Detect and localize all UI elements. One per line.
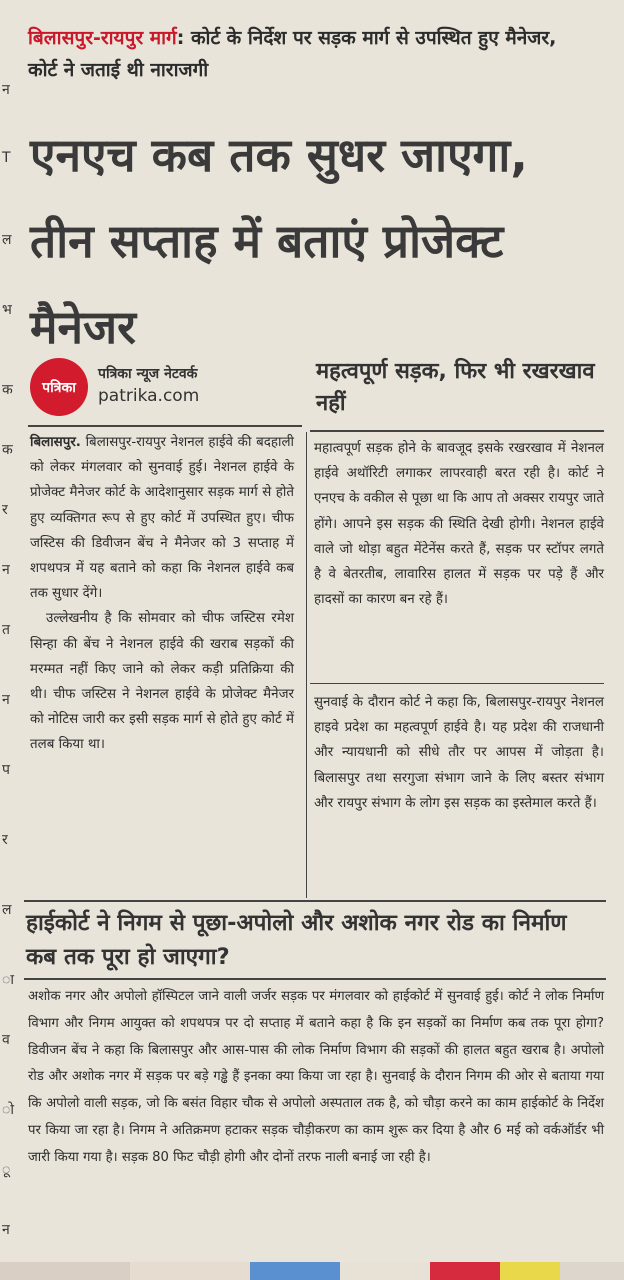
strapline-text: : कोर्ट के निर्देश पर सड़क मार्ग से उपस्थित हुए मैनेजर, कोर्ट ने जताई थी नाराजगी bbox=[28, 27, 557, 81]
edge-mark: ल bbox=[2, 902, 12, 918]
strapline-kicker: बिलासपुर-रायपुर मार्ग bbox=[28, 27, 177, 49]
left-para-1: बिलासपुर. बिलासपुर-रायपुर नेशनल हाईवे की बदहाली को लेकर मंगलवार को सुनवाई हुई। नेशनल हाईवे के प्रोजेक्ट मैनेजर कोर्ट के आदेशानुसार सड़क मार्ग से होते हुए व्यक्तिगत रूप से हुए कोर्ट में उपस्थित हुए। चीफ जस्टिस की डिवीजन बेंच ने मैनेजर को 3 सप्ताह में शपथपत्र में यह बताने को कहा कि नेशनल हाईवे कब तक सुधार देंगे। bbox=[30, 435, 294, 602]
right-column-top bbox=[314, 436, 604, 612]
color-bar bbox=[340, 1262, 430, 1280]
edge-mark: त bbox=[2, 622, 10, 638]
color-bar bbox=[430, 1262, 500, 1280]
byline-website: patrika.com bbox=[98, 386, 200, 406]
edge-mark: T bbox=[2, 150, 11, 166]
edge-mark: ा bbox=[2, 972, 14, 988]
patrika-logo: पत्रिका bbox=[30, 358, 88, 416]
edge-mark: क bbox=[2, 442, 13, 458]
edge-mark: ू bbox=[2, 1162, 11, 1178]
right-para-1: महात्वपूर्ण सड़क होने के बावजूद इसके रखरखाव में नेशनल हाईवे अथॉरिटी लगाकर लापरवाही बरत रही है। कोर्ट ने एनएच के वकील से पूछा था कि आप तो अक्सर रायपुर जाते होंगे। आपने इस सड़क की स्थिति देखी होगी। नेशनल हाईवे वाले जो थोड़ा बहुत मेंटेनेंस करते हैं, सड़क पर स्टॉपर लगते है वे बेतरतीब, लावारिस हालत में सड़क पर पड़े हैं और हादसों का कारण बन रहे हैं। bbox=[314, 441, 604, 608]
second-story-paragraph: अशोक नगर और अपोलो हॉस्पिटल जाने वाली जर्जर सड़क पर मंगलवार को हाईकोर्ट में सुनवाई हुई। कोर्ट ने लोक निर्माण विभाग और निगम आयुक्त को शपथपत्र पर दो सप्ताह में बताने कहा है कि इन सड़कों का निर्माण कब तक पूरा होगा? डिवीजन बेंच ने कहा कि बिलासपुर और आस-पास की लोक निर्माण विभाग की सड़कों की हालत बहुत खराब है। अपोलो रोड और अशोक नगर में सड़क पर बड़े गड्ढे हैं इनका क्या किया जा रहा है। सुनवाई के दौरान निगम की ओर से बताया गया कि अपोलो वाली सड़क, जो कि बसंत विहार चौक से अपोलो अस्पताल तक है, को चौड़ा करने का काम हाईकोर्ट के निर्देश पर किया जा रहा है। निगम ने अतिक्रमण हटाकर सड़क चौड़ीकरण का काम शुरू कर दिया है और 6 मई को वर्कऑर्डर भी जारी किया गया है। सड़क 80 फिट चौड़ी होगी और दोनों तरफ नाली बनाई जा रही है। bbox=[28, 989, 604, 1165]
divider-rule bbox=[24, 900, 606, 902]
edge-mark: न bbox=[2, 562, 10, 578]
divider-rule bbox=[28, 425, 302, 427]
column-divider bbox=[306, 432, 307, 898]
edge-mark: न bbox=[2, 1222, 10, 1238]
top-strapline bbox=[28, 22, 588, 86]
edge-mark: क bbox=[2, 382, 13, 398]
edge-mark: न bbox=[2, 82, 10, 98]
color-bar bbox=[130, 1262, 250, 1280]
edge-mark: र bbox=[2, 502, 8, 518]
left-column bbox=[30, 430, 294, 758]
edge-mark: व bbox=[2, 1032, 10, 1048]
edge-mark: ल bbox=[2, 232, 12, 248]
edge-mark: ो bbox=[2, 1102, 14, 1118]
divider-rule bbox=[310, 430, 604, 432]
second-story-body bbox=[28, 984, 604, 1172]
right-para-2: सुनवाई के दौरान कोर्ट ने कहा कि, बिलासपुर-रायपुर नेशनल हाइवे प्रदेश का महत्वपूर्ण हाईवे है। यह प्रदेश की राजधानी और न्यायधानी को सीधे तौर पर आपस में जोड़ता है। बिलासपुर तथा सरगुजा संभाग जाने के लिए बस्तर संभाग और रायपुर संभाग के लोग इस सड़क का इस्तेमाल करते हैं। bbox=[314, 695, 604, 811]
edge-mark: प bbox=[2, 762, 10, 778]
edge-mark: र bbox=[2, 832, 8, 848]
color-bar bbox=[560, 1262, 624, 1280]
byline bbox=[30, 358, 300, 408]
color-bar bbox=[0, 1262, 130, 1280]
byline-network: पत्रिका न्यूज नेटवर्क bbox=[98, 366, 198, 382]
color-bar bbox=[250, 1262, 340, 1280]
color-bar bbox=[500, 1262, 560, 1280]
divider-rule bbox=[24, 978, 606, 980]
edge-mark: भ bbox=[2, 302, 12, 318]
main-headline: एनएच कब तक सुधर जाएगा, तीन सप्ताह में बताएं प्रोजेक्ट मैनेजर bbox=[30, 128, 528, 354]
divider-rule bbox=[310, 683, 604, 684]
edge-mark: न bbox=[2, 692, 10, 708]
right-column-subhead: महत्वपूर्ण सड़क, फिर भी रखरखाव नहीं bbox=[316, 359, 595, 416]
dateline: बिलासपुर. bbox=[30, 435, 81, 450]
second-story-headline: हाईकोर्ट ने निगम से पूछा-अपोलो और अशोक नगर रोड का निर्माण कब तक पूरा हो जाएगा? bbox=[26, 910, 567, 970]
right-column-bottom bbox=[314, 690, 604, 816]
left-para-2: उल्लेखनीय है कि सोमवार को चीफ जस्टिस रमेश सिन्हा की बेंच ने नेशनल हाईवे की खराब सड़कों की मरम्मत नहीं किए जाने को लेकर कड़ी प्रतिक्रिया की थी। चीफ जस्टिस ने नेशनल हाईवे के प्रोजेक्ट मैनेजर को नोटिस जारी कर इसी सड़क मार्ग से होते हुए कोर्ट में तलब किया था। bbox=[30, 611, 294, 753]
left-edge-cropped-text bbox=[0, 0, 22, 1280]
